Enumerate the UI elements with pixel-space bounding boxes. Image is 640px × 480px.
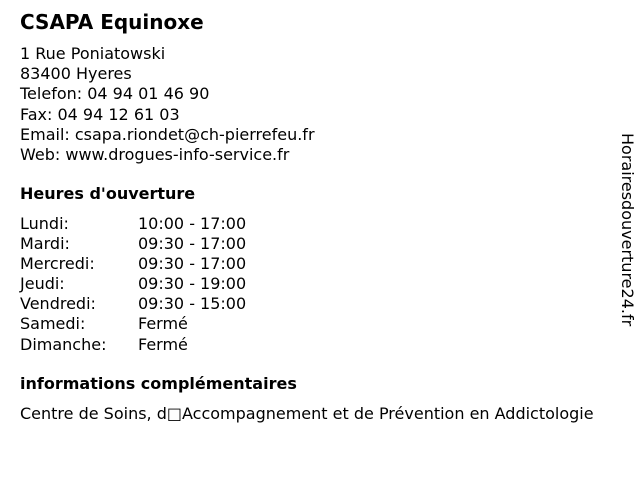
day-label: Jeudi: — [20, 274, 65, 294]
time-value: 10:00 - 17:00 — [138, 214, 247, 233]
email-address: Email: csapa.riondet@ch-pierrefeu.fr — [20, 124, 315, 144]
business-name: CSAPA Equinoxe — [20, 10, 204, 34]
day-label: Vendredi: — [20, 294, 96, 314]
address-street: 1 Rue Poniatowski — [20, 44, 166, 63]
day-label: Mardi: — [20, 234, 70, 254]
day-label: Lundi: — [20, 214, 69, 233]
time-value: 09:30 - 17:00 — [138, 234, 247, 254]
day-label: Mercredi: — [20, 254, 95, 274]
time-value: Fermé — [138, 314, 188, 334]
website-address: Web: www.drogues-info-service.fr — [20, 145, 290, 165]
time-value: 09:30 - 15:00 — [138, 294, 247, 314]
contact-block — [20, 44, 315, 165]
additional-info-heading: informations complémentaires — [20, 374, 297, 393]
site-watermark: Horairesdouverture24.fr — [618, 133, 637, 327]
fax-number: Fax: 04 94 12 61 03 — [20, 104, 180, 124]
time-value: Fermé — [138, 334, 188, 354]
phone-number: Telefon: 04 94 01 46 90 — [20, 84, 210, 104]
additional-info-text: Centre de Soins, d□Accompagnement et de Prévention en Addictologie — [20, 404, 594, 423]
day-label: Dimanche: — [20, 334, 107, 354]
address-city: 83400 Hyeres — [20, 64, 132, 84]
time-value: 09:30 - 17:00 — [138, 254, 247, 274]
opening-hours-heading: Heures d'ouverture — [20, 184, 196, 203]
day-label: Samedi: — [20, 314, 86, 334]
time-value: 09:30 - 19:00 — [138, 274, 247, 294]
